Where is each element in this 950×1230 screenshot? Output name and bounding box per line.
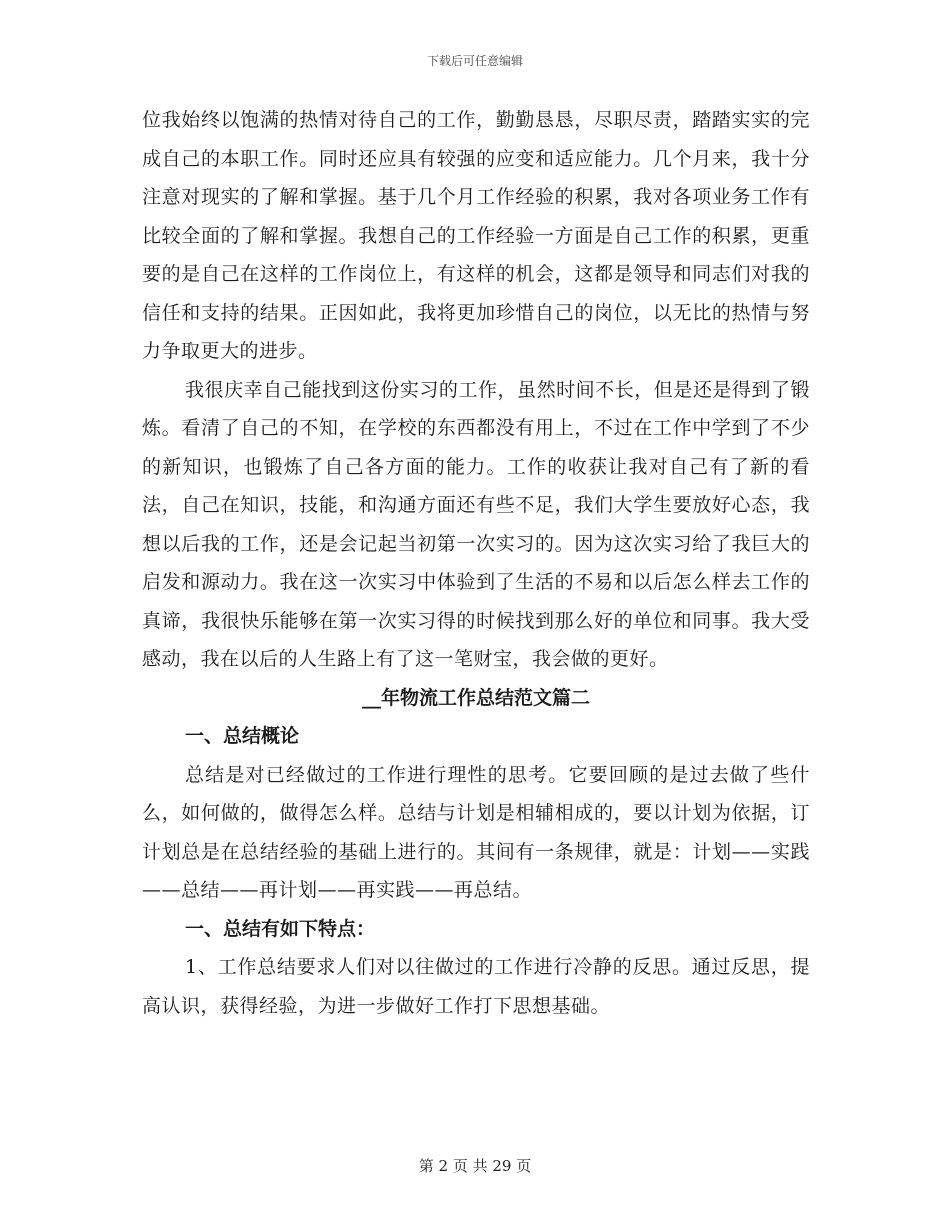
document-body — [142, 101, 810, 1025]
paragraph-internship-reflection: 我很庆幸自己能找到这份实习的工作，虽然时间不长，但是还是得到了锻炼。看清了自己的不知，在学校的东西都没有用上，不过在工作中学到了不少的新知识，也锻炼了自己各方面的能力。工作的收获让我对自己有了新的看法，自己在知识，技能，和沟通方面还有些不足，我们大学生要放好心态，我想以后我的工作，还是会记起当初第一次实习的。因为这次实习给了我巨大的启发和源动力。我在这一次实习中体验到了生活的不易和以后怎么样去工作的真谛，我很快乐能够在第一次实习得的时候找到那么好的单位和同事。我大受感动，我在以后的人生路上有了这一笔财宝，我会做的更好。 — [142, 378, 810, 670]
section-title: __年物流工作总结范文篇二 — [361, 686, 590, 709]
paragraph-overview: 总结是对已经做过的工作进行理性的思考。它要回顾的是过去做了些什么，如何做的，做得怎么样。总结与计划是相辅相成的，要以计划为依据，订计划总是在总结经验的基础上进行的。其间有一条规律，就是：计划——实践——总结——再计划——再实践——再总结。 — [142, 763, 810, 901]
paragraph-continuation: 位我始终以饱满的热情对待自己的工作，勤勤恳恳，尽职尽责，踏踏实实的完成自己的本职工作。同时还应具有较强的应变和适应能力。几个月来，我十分注意对现实的了解和掌握。基于几个月工作经验的积累，我对各项业务工作有比较全面的了解和掌握。我想自己的工作经验一方面是自己工作的积累，更重要的是自己在这样的工作岗位上，有这样的机会，这都是领导和同志们对我的信任和支持的结果。正因如此，我将更加珍惜自己的岗位，以无比的热情与努力争取更大的进步。 — [142, 109, 810, 362]
heading-features: 一、总结有如下特点： — [185, 917, 376, 940]
page-footer-number: 第 2 页 共 29 页 — [418, 1157, 532, 1175]
heading-overview: 一、总结概论 — [185, 725, 300, 747]
page-header-note: 下载后可任意编辑 — [426, 54, 523, 68]
paragraph-feature-1: 1、工作总结要求人们对以往做过的工作进行冷静的反思。通过反思，提高认识，获得经验，为进一步做好工作打下思想基础。 — [142, 956, 810, 1017]
